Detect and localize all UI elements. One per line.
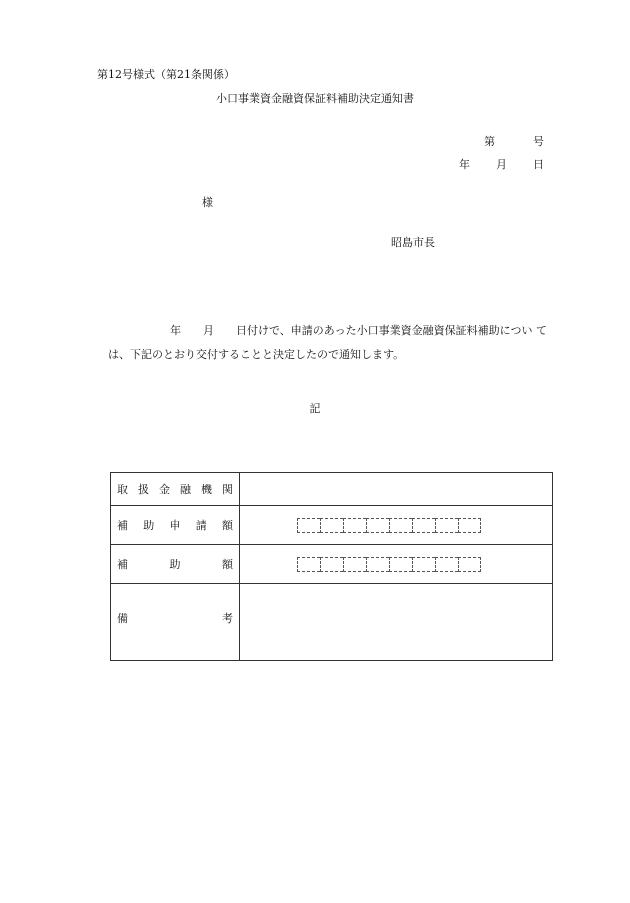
- label-char: 取: [117, 483, 128, 496]
- label-char: 請: [195, 519, 207, 532]
- document-title: 小口事業資金融資保証料補助決定通知書: [216, 92, 414, 105]
- digit-box[interactable]: [297, 518, 320, 533]
- label-char: 考: [222, 612, 233, 625]
- label-char: 額: [222, 558, 233, 571]
- date-day: 日: [533, 158, 544, 171]
- digit-boxes: [297, 518, 552, 533]
- table-row: [111, 584, 553, 661]
- label-financial-institution: [111, 473, 240, 506]
- label-char: 融: [180, 483, 191, 496]
- body-line-1: [170, 322, 547, 338]
- digit-box[interactable]: [320, 518, 343, 533]
- form-number-label: 第12号様式（第21条関係）: [97, 68, 235, 81]
- label-char: 備: [117, 612, 128, 625]
- body-line-2: は、下記のとおり交付することと決定したので通知します。: [108, 348, 405, 361]
- label-char: 助: [169, 558, 181, 571]
- digit-box[interactable]: [435, 518, 458, 533]
- digit-box[interactable]: [343, 518, 366, 533]
- addressee-suffix: 様: [202, 196, 213, 209]
- digit-box[interactable]: [366, 518, 389, 533]
- number-prefix: 第: [484, 135, 495, 148]
- digit-box[interactable]: [412, 518, 435, 533]
- body-year: 年: [170, 324, 181, 337]
- digit-box[interactable]: [412, 557, 435, 572]
- table-row: [111, 545, 553, 584]
- label-requested-amount: [111, 506, 240, 545]
- digit-box[interactable]: [297, 557, 320, 572]
- digit-box[interactable]: [458, 557, 481, 572]
- body-month: 月: [203, 324, 214, 337]
- digit-box[interactable]: [320, 557, 343, 572]
- ki-heading: 記: [309, 402, 321, 415]
- label-subsidy-amount: [111, 545, 240, 584]
- table-row: [111, 506, 553, 545]
- issue-date: [459, 156, 544, 172]
- remarks-field[interactable]: [240, 584, 553, 661]
- label-char: 補: [117, 558, 128, 571]
- label-char: 機: [201, 483, 212, 496]
- digit-box[interactable]: [343, 557, 366, 572]
- digit-box[interactable]: [366, 557, 389, 572]
- label-char: 額: [222, 519, 233, 532]
- table-row: [111, 473, 553, 506]
- digit-boxes: [297, 557, 552, 572]
- label-char: 金: [159, 483, 170, 496]
- digit-box[interactable]: [435, 557, 458, 572]
- label-char: 補: [117, 519, 128, 532]
- document-number: [484, 133, 544, 149]
- label-char: 助: [143, 519, 155, 532]
- digit-box[interactable]: [389, 557, 412, 572]
- digit-box[interactable]: [389, 518, 412, 533]
- body-line1-text: 日付けで、申請のあった小口事業資金融資保証料補助につい て: [236, 324, 547, 337]
- label-char: 扱: [138, 483, 149, 496]
- label-char: 申: [169, 519, 181, 532]
- number-suffix: 号: [533, 135, 544, 148]
- financial-institution-field[interactable]: [240, 473, 553, 506]
- label-char: 関: [222, 483, 233, 496]
- issuer-name: 昭島市長: [391, 236, 435, 249]
- date-month: 月: [496, 158, 507, 171]
- digit-box[interactable]: [458, 518, 481, 533]
- date-year: 年: [459, 158, 470, 171]
- subsidy-amount-field[interactable]: [240, 545, 553, 584]
- subsidy-table: [110, 472, 553, 661]
- requested-amount-field[interactable]: [240, 506, 553, 545]
- label-remarks: [111, 584, 240, 661]
